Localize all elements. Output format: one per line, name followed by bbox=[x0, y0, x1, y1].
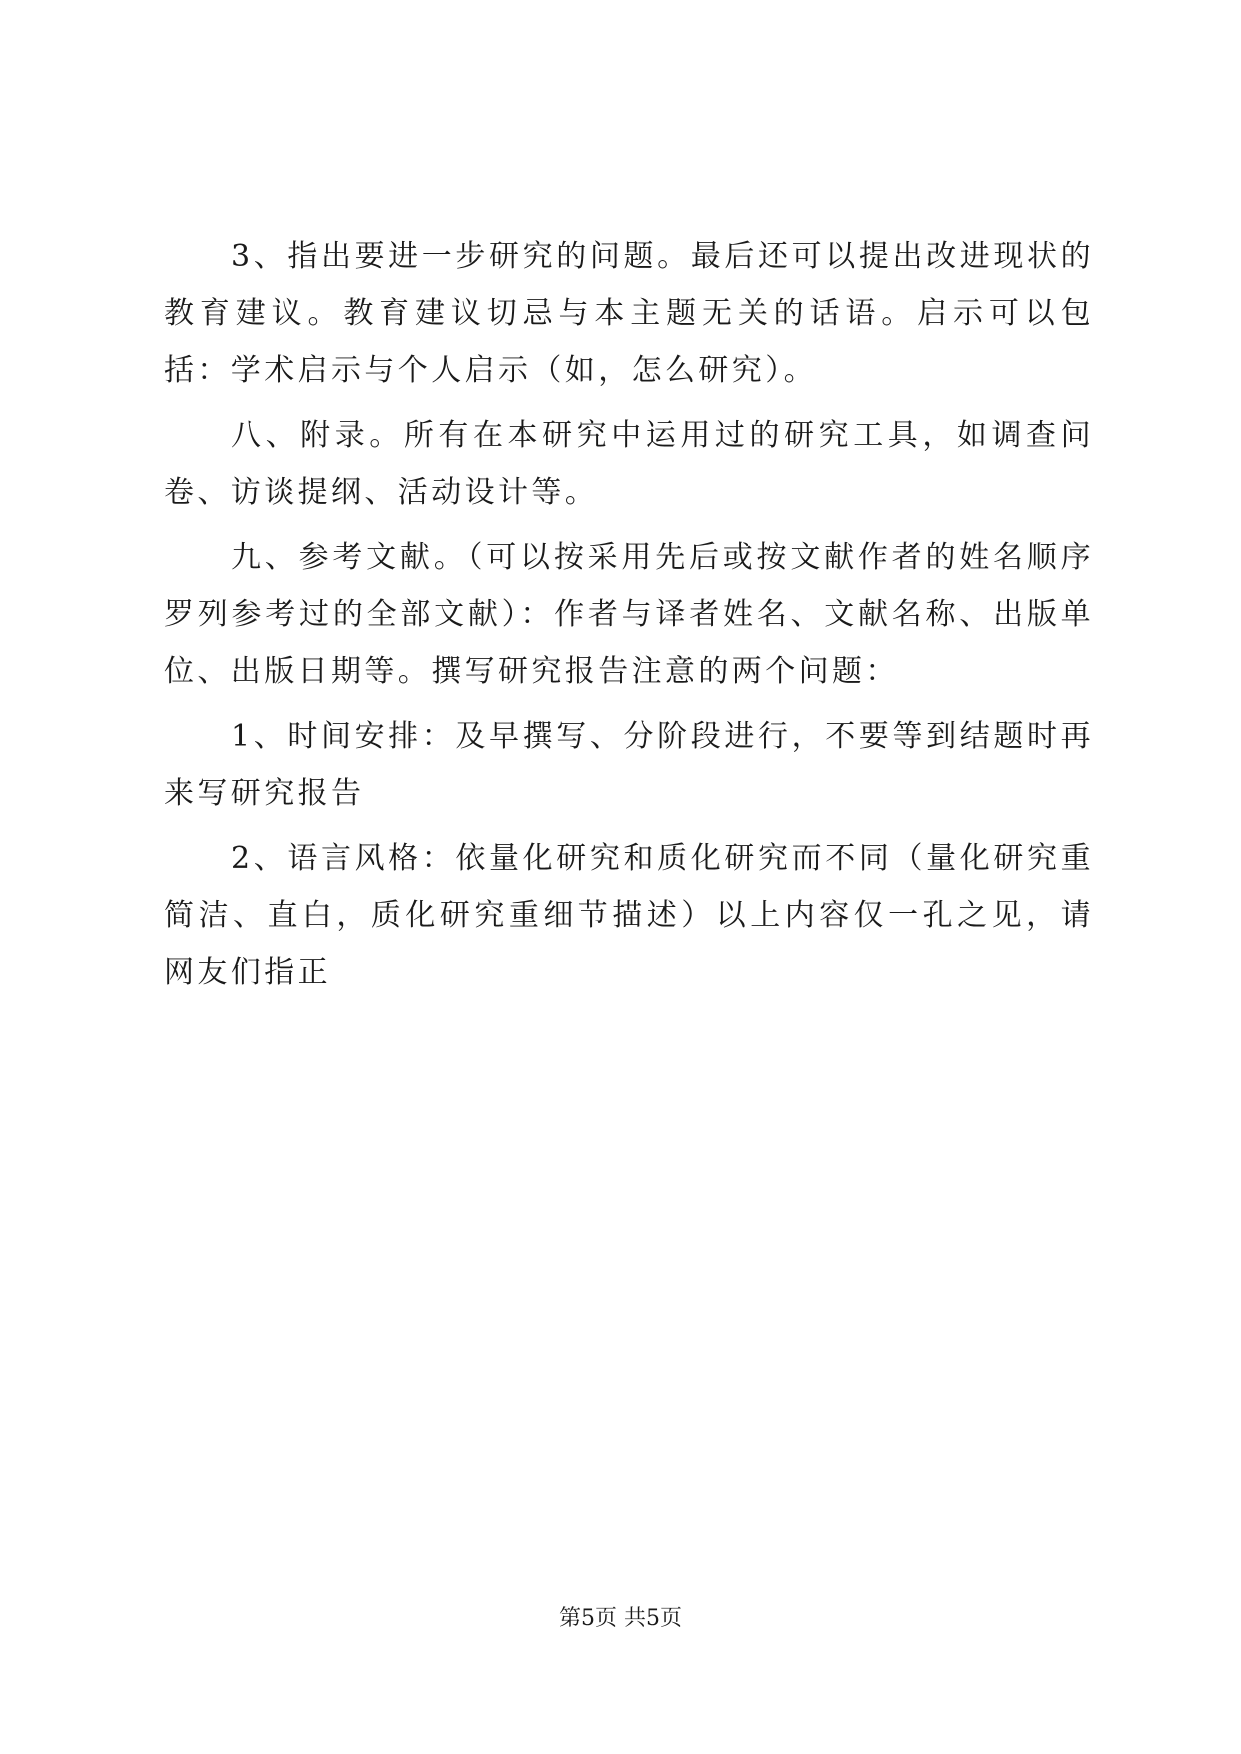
paragraph-research-questions: 3、指出要进一步研究的问题。最后还可以提出改进现状的教育建议。教育建议切忌与本主题无关的话语。启示可以包括：学术启示与个人启示（如，怎么研究）。 bbox=[164, 239, 1094, 388]
document-body bbox=[164, 228, 1094, 1009]
paragraph-appendix: 八、附录。所有在本研究中运用过的研究工具，如调查问卷、访谈提纲、活动设计等。 bbox=[164, 418, 1094, 510]
page-footer: 第5页 共5页 bbox=[559, 1606, 682, 1631]
paragraph-language-style: 2、语言风格：依量化研究和质化研究而不同（量化研究重简洁、直白，质化研究重细节描述）以上内容仅一孔之见，请网友们指正 bbox=[164, 841, 1094, 990]
paragraph-time-arrangement: 1、时间安排：及早撰写、分阶段进行，不要等到结题时再来写研究报告 bbox=[164, 719, 1094, 811]
paragraph-references: 九、参考文献。（可以按采用先后或按文献作者的姓名顺序罗列参考过的全部文献）：作者与译者姓名、文献名称、出版单位、出版日期等。撰写研究报告注意的两个问题： bbox=[164, 540, 1094, 689]
